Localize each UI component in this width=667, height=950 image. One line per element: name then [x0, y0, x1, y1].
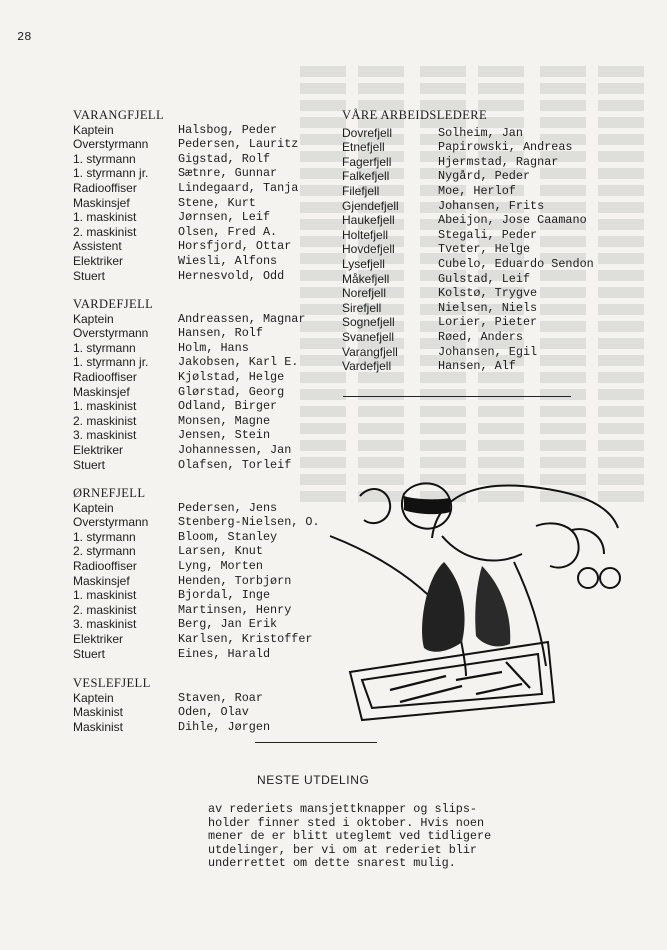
leader-row — [342, 126, 642, 141]
crew-role: 2. maskinist — [73, 602, 137, 617]
crew-row — [73, 574, 343, 589]
crew-name: Stenberg-Nielsen, O. — [178, 515, 320, 530]
leader-ship: Etnefjell — [342, 140, 385, 155]
crew-role: 1. styrmann jr. — [73, 355, 149, 370]
leader-ship: Filefjell — [342, 183, 380, 198]
leader-ship: Dovrefjell — [342, 125, 393, 140]
crew-row — [73, 166, 343, 181]
crew-role: Assistent — [73, 239, 122, 254]
crew-name: Larsen, Knut — [178, 544, 263, 559]
crew-role: 1. styrmann jr. — [73, 166, 149, 181]
crew-name: Pedersen, Lauritz — [178, 137, 299, 152]
crew-role: Kaptein — [73, 500, 114, 515]
crew-row — [73, 691, 343, 706]
crew-name: Johannessen, Jan — [178, 442, 292, 457]
crew-section — [73, 676, 343, 734]
crew-role: Overstyrmann — [73, 515, 149, 530]
leader-name: Johansen, Frits — [438, 198, 545, 213]
notice-line: utdelinger, ber vi om at rederiet blir — [208, 842, 478, 857]
leaders-title: VÅRE ARBEIDSLEDERE — [342, 108, 488, 122]
crew-name: Jørnsen, Leif — [178, 210, 271, 225]
crew-row — [73, 705, 343, 720]
crew-row — [73, 559, 343, 574]
crew-role: Radiooffiser — [73, 369, 137, 384]
crew-name: Hernesvold, Odd — [178, 268, 285, 283]
crew-row — [73, 385, 343, 400]
crew-row — [73, 269, 343, 284]
leader-ship: Falkefjell — [342, 169, 390, 184]
leader-name: Tveter, Helge — [438, 242, 531, 257]
leader-row — [342, 184, 642, 199]
leader-row — [342, 286, 642, 301]
leader-name: Nygård, Peder — [438, 169, 531, 184]
crew-row — [73, 588, 343, 603]
crew-name: Olafsen, Torleif — [178, 457, 292, 472]
leader-row — [342, 155, 642, 170]
crew-name: Olsen, Fred A. — [178, 224, 278, 239]
crew-row — [73, 370, 343, 385]
leader-name: Stegali, Peder — [438, 227, 538, 242]
crew-role: 1. maskinist — [73, 588, 137, 603]
leader-name: Solheim, Jan — [438, 125, 523, 140]
crew-role: Radiooffiser — [73, 180, 137, 195]
leader-ship: Fagerfjell — [342, 154, 392, 169]
crew-role: Stuert — [73, 646, 106, 661]
ship-name: VARANGFJELL — [73, 108, 164, 122]
crew-name: Holm, Hans — [178, 340, 249, 355]
leader-ship: Hovdefjell — [342, 242, 395, 257]
crew-name: Staven, Roar — [178, 690, 263, 705]
crew-role: 1. styrmann — [73, 340, 136, 355]
leader-row — [342, 228, 642, 243]
leader-row — [342, 345, 642, 360]
crew-name: Sætnre, Gunnar — [178, 166, 278, 181]
leader-name: Cubelo, Eduardo Sendon — [438, 256, 594, 271]
ship-name: ØRNEFJELL — [73, 486, 146, 500]
crew-row — [73, 399, 343, 414]
leader-name: Gulstad, Leif — [438, 271, 531, 286]
crew-role: Maskinsjef — [73, 195, 130, 210]
surgeons-illustration — [326, 466, 627, 732]
crew-role: Stuert — [73, 457, 106, 472]
crew-name: Odland, Birger — [178, 399, 278, 414]
ship-name: VESLEFJELL — [73, 676, 151, 690]
crew-name: Glørstad, Georg — [178, 384, 285, 399]
leader-row — [342, 169, 642, 184]
crew-name: Halsbog, Peder — [178, 122, 278, 137]
crew-name: Monsen, Magne — [178, 413, 271, 428]
crew-name: Wiesli, Alfons — [178, 253, 278, 268]
crew-row — [73, 137, 343, 152]
crew-role: Kaptein — [73, 122, 114, 137]
crew-name: Hansen, Rolf — [178, 326, 263, 341]
crew-role: Overstyrmann — [73, 326, 149, 341]
leader-row — [342, 199, 642, 214]
crew-role: Maskinsjef — [73, 573, 130, 588]
crew-row — [73, 225, 343, 240]
leader-ship: Vardefjell — [342, 359, 392, 374]
crew-row — [73, 312, 343, 327]
crew-name: Dihle, Jørgen — [178, 719, 271, 734]
crew-role: Elektriker — [73, 253, 124, 268]
crew-role: 3. maskinist — [73, 617, 137, 632]
crew-row — [73, 355, 343, 370]
crew-row — [73, 239, 343, 254]
crew-row — [73, 210, 343, 225]
leader-name: Røed, Anders — [438, 329, 523, 344]
crew-role: 2. maskinist — [73, 224, 137, 239]
crew-name: Oden, Olav — [178, 705, 249, 720]
leader-ship: Gjendefjell — [342, 198, 399, 213]
crew-row — [73, 428, 343, 443]
crew-name: Pedersen, Jens — [178, 500, 278, 515]
crew-section — [73, 297, 343, 472]
leader-ship: Sirefjell — [342, 300, 382, 315]
crew-role: 1. styrmann — [73, 529, 136, 544]
crew-role: Stuert — [73, 268, 106, 283]
leader-ship: Sognefjell — [342, 315, 395, 330]
crew-name: Berg, Jan Erik — [178, 617, 278, 632]
crew-row — [73, 414, 343, 429]
crew-row — [73, 647, 343, 662]
crew-role: Maskinsjef — [73, 384, 130, 399]
crew-name: Kjølstad, Helge — [178, 369, 285, 384]
crew-row — [73, 443, 343, 458]
leader-ship: Norefjell — [342, 286, 387, 301]
crew-name: Andreassen, Magnar — [178, 311, 306, 326]
leader-row — [342, 213, 642, 228]
crew-section — [73, 486, 343, 661]
crew-row — [73, 632, 343, 647]
crew-name: Stene, Kurt — [178, 195, 256, 210]
leader-name: Lorier, Pieter — [438, 315, 538, 330]
crew-row — [73, 515, 343, 530]
crew-role: Elektriker — [73, 442, 124, 457]
crew-row — [73, 458, 343, 473]
crew-row — [73, 181, 343, 196]
leader-ship: Måkefjell — [342, 271, 390, 286]
crew-name: Henden, Torbjørn — [178, 573, 292, 588]
crew-role: 1. maskinist — [73, 399, 137, 414]
page-number: 28 — [17, 30, 32, 44]
crew-row — [73, 254, 343, 269]
crew-name: Bloom, Stanley — [178, 529, 278, 544]
crew-role: 3. maskinist — [73, 428, 137, 443]
leader-row — [342, 301, 642, 316]
leader-row — [342, 359, 642, 374]
crew-row — [73, 720, 343, 735]
notice-body — [208, 803, 518, 871]
divider-rule — [255, 742, 377, 743]
notice-title: NESTE UTDELING — [257, 773, 370, 787]
crew-role: Kaptein — [73, 690, 114, 705]
leader-name: Johansen, Egil — [438, 344, 538, 359]
leader-ship: Lysefjell — [342, 256, 385, 271]
crew-name: Gigstad, Rolf — [178, 151, 271, 166]
notice-line: av rederiets mansjettknapper og slips- — [208, 802, 478, 816]
crew-row — [73, 326, 343, 341]
crew-role: 1. styrmann — [73, 151, 136, 166]
crew-row — [73, 530, 343, 545]
crew-role: Kaptein — [73, 311, 114, 326]
leader-row — [342, 140, 642, 155]
leader-name: Hansen, Alf — [438, 359, 516, 374]
leader-name: Hjermstad, Ragnar — [438, 154, 559, 169]
crew-section — [73, 108, 343, 283]
crew-row — [73, 603, 343, 618]
crew-role: Maskinist — [73, 705, 124, 720]
crew-name: Horsfjord, Ottar — [178, 239, 292, 254]
leader-name: Moe, Herlof — [438, 183, 516, 198]
leader-ship: Holtefjell — [342, 227, 389, 242]
leader-name: Papirowski, Andreas — [438, 140, 573, 155]
crew-name: Bjordal, Inge — [178, 588, 271, 603]
crew-row — [73, 341, 343, 356]
crew-name: Lyng, Morten — [178, 558, 263, 573]
crew-role: Elektriker — [73, 631, 124, 646]
leader-ship: Varangfjell — [342, 344, 398, 359]
crew-row — [73, 544, 343, 559]
crew-role: Maskinist — [73, 719, 124, 734]
leader-row — [342, 330, 642, 345]
crew-row — [73, 617, 343, 632]
notice-line: holder finner sted i oktober. Hvis noen — [208, 815, 485, 830]
crew-name: Martinsen, Henry — [178, 602, 292, 617]
crew-role: 2. maskinist — [73, 413, 137, 428]
leader-name: Kolstø, Trygve — [438, 286, 538, 301]
crew-name: Karlsen, Kristoffer — [178, 631, 313, 646]
crew-role: 2. styrmann — [73, 544, 136, 559]
crew-name: Jensen, Stein — [178, 428, 271, 443]
leader-row — [342, 272, 642, 287]
ship-name: VARDEFJELL — [73, 297, 154, 311]
notice-line: mener de er blitt uteglemt ved tidligere — [208, 829, 492, 844]
crew-row — [73, 123, 343, 138]
leader-name: Nielsen, Niels — [438, 300, 538, 315]
leader-name: Abeijon, Jose Caamano — [438, 213, 587, 228]
leader-ship: Haukefjell — [342, 213, 395, 228]
crew-name: Lindegaard, Tanja — [178, 180, 299, 195]
crew-row — [73, 501, 343, 516]
crew-row — [73, 152, 343, 167]
crew-role: Radiooffiser — [73, 558, 137, 573]
leader-row — [342, 315, 642, 330]
leader-row — [342, 257, 642, 272]
crew-name: Eines, Harald — [178, 646, 271, 661]
notice-line: underrettet om dette snarest mulig. — [208, 856, 456, 871]
crew-row — [73, 196, 343, 211]
crew-role: 1. maskinist — [73, 210, 137, 225]
crew-name: Jakobsen, Karl E. — [178, 355, 299, 370]
leaders-section — [342, 108, 642, 374]
leader-row — [342, 242, 642, 257]
leader-ship: Svanefjell — [342, 329, 395, 344]
crew-role: Overstyrmann — [73, 137, 149, 152]
divider-rule — [343, 396, 571, 397]
